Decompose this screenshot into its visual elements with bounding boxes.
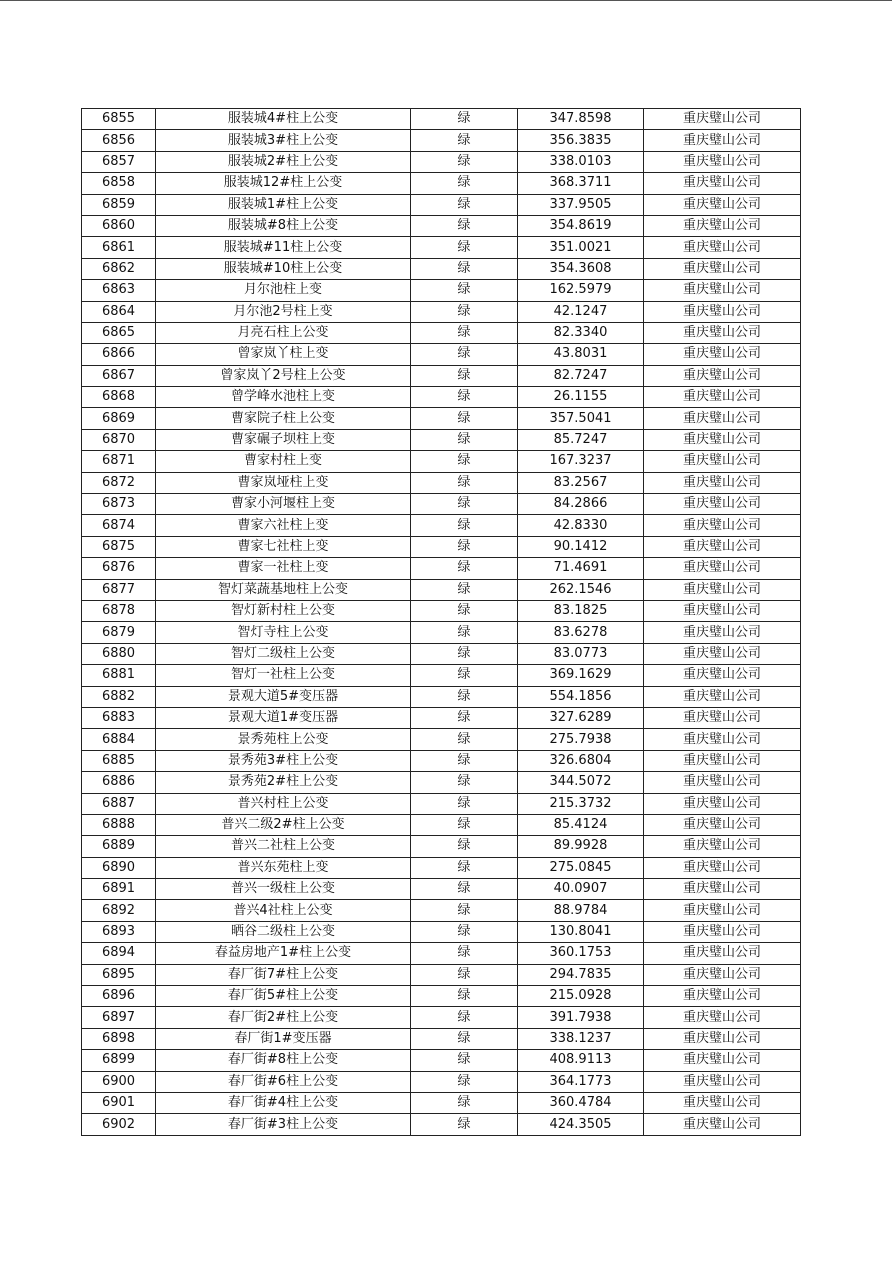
company-cell: 重庆璧山公司 <box>644 173 801 194</box>
status-color-cell: 绿 <box>411 1007 518 1028</box>
status-color-cell: 绿 <box>411 622 518 643</box>
row-id-cell: 6861 <box>82 237 156 258</box>
company-cell: 重庆璧山公司 <box>644 622 801 643</box>
table-row <box>82 1114 801 1135</box>
row-id-cell: 6881 <box>82 665 156 686</box>
table-row <box>82 408 801 429</box>
row-id-cell: 6901 <box>82 1092 156 1113</box>
value-cell: 424.3505 <box>518 1114 644 1135</box>
status-color-cell: 绿 <box>411 921 518 942</box>
transformer-name-cell: 景秀苑柱上公变 <box>156 729 411 750</box>
transformer-name-cell: 普兴东苑柱上变 <box>156 857 411 878</box>
status-color-cell: 绿 <box>411 772 518 793</box>
company-cell: 重庆璧山公司 <box>644 215 801 236</box>
status-color-cell: 绿 <box>411 429 518 450</box>
table-row <box>82 215 801 236</box>
company-cell: 重庆璧山公司 <box>644 536 801 557</box>
status-color-cell: 绿 <box>411 301 518 322</box>
transformer-name-cell: 晒谷二级柱上公变 <box>156 921 411 942</box>
value-cell: 347.8598 <box>518 109 644 130</box>
status-color-cell: 绿 <box>411 109 518 130</box>
transformer-name-cell: 服装城3#柱上公变 <box>156 130 411 151</box>
value-cell: 42.1247 <box>518 301 644 322</box>
table-row <box>82 600 801 621</box>
row-id-cell: 6859 <box>82 194 156 215</box>
row-id-cell: 6869 <box>82 408 156 429</box>
value-cell: 167.3237 <box>518 451 644 472</box>
transformer-name-cell: 智灯新村柱上公变 <box>156 600 411 621</box>
transformer-name-cell: 春厂街1#变压器 <box>156 1028 411 1049</box>
status-color-cell: 绿 <box>411 1050 518 1071</box>
value-cell: 82.3340 <box>518 322 644 343</box>
row-id-cell: 6902 <box>82 1114 156 1135</box>
status-color-cell: 绿 <box>411 1114 518 1135</box>
transformer-name-cell: 景秀苑3#柱上公变 <box>156 750 411 771</box>
table-row <box>82 173 801 194</box>
value-cell: 369.1629 <box>518 665 644 686</box>
status-color-cell: 绿 <box>411 793 518 814</box>
status-color-cell: 绿 <box>411 130 518 151</box>
company-cell: 重庆璧山公司 <box>644 451 801 472</box>
table-row <box>82 130 801 151</box>
table-row <box>82 707 801 728</box>
value-cell: 356.3835 <box>518 130 644 151</box>
table-row <box>82 151 801 172</box>
company-cell: 重庆璧山公司 <box>644 750 801 771</box>
value-cell: 83.1825 <box>518 600 644 621</box>
row-id-cell: 6889 <box>82 836 156 857</box>
company-cell: 重庆璧山公司 <box>644 857 801 878</box>
value-cell: 344.5072 <box>518 772 644 793</box>
value-cell: 71.4691 <box>518 558 644 579</box>
company-cell: 重庆璧山公司 <box>644 301 801 322</box>
value-cell: 275.7938 <box>518 729 644 750</box>
company-cell: 重庆璧山公司 <box>644 494 801 515</box>
company-cell: 重庆璧山公司 <box>644 1007 801 1028</box>
status-color-cell: 绿 <box>411 215 518 236</box>
transformer-name-cell: 普兴二社柱上公变 <box>156 836 411 857</box>
status-color-cell: 绿 <box>411 879 518 900</box>
transformer-name-cell: 服装城12#柱上公变 <box>156 173 411 194</box>
company-cell: 重庆璧山公司 <box>644 237 801 258</box>
transformer-name-cell: 智灯寺柱上公变 <box>156 622 411 643</box>
table-row <box>82 943 801 964</box>
company-cell: 重庆璧山公司 <box>644 643 801 664</box>
row-id-cell: 6886 <box>82 772 156 793</box>
transformer-name-cell: 服装城4#柱上公变 <box>156 109 411 130</box>
status-color-cell: 绿 <box>411 750 518 771</box>
transformer-name-cell: 景秀苑2#柱上公变 <box>156 772 411 793</box>
row-id-cell: 6894 <box>82 943 156 964</box>
value-cell: 83.2567 <box>518 472 644 493</box>
status-color-cell: 绿 <box>411 173 518 194</box>
table-row <box>82 579 801 600</box>
transformer-name-cell: 景观大道1#变压器 <box>156 707 411 728</box>
transformer-name-cell: 月尔池柱上变 <box>156 280 411 301</box>
company-cell: 重庆璧山公司 <box>644 579 801 600</box>
transformer-name-cell: 智灯一社柱上公变 <box>156 665 411 686</box>
status-color-cell: 绿 <box>411 365 518 386</box>
value-cell: 360.1753 <box>518 943 644 964</box>
row-id-cell: 6870 <box>82 429 156 450</box>
transformer-name-cell: 普兴4社柱上公变 <box>156 900 411 921</box>
row-id-cell: 6874 <box>82 515 156 536</box>
status-color-cell: 绿 <box>411 258 518 279</box>
status-color-cell: 绿 <box>411 579 518 600</box>
table-row <box>82 857 801 878</box>
company-cell: 重庆璧山公司 <box>644 986 801 1007</box>
row-id-cell: 6877 <box>82 579 156 600</box>
table-row <box>82 836 801 857</box>
company-cell: 重庆璧山公司 <box>644 1028 801 1049</box>
value-cell: 337.9505 <box>518 194 644 215</box>
transformer-name-cell: 春厂街#8柱上公变 <box>156 1050 411 1071</box>
company-cell: 重庆璧山公司 <box>644 194 801 215</box>
status-color-cell: 绿 <box>411 1092 518 1113</box>
row-id-cell: 6873 <box>82 494 156 515</box>
value-cell: 327.6289 <box>518 707 644 728</box>
row-id-cell: 6880 <box>82 643 156 664</box>
row-id-cell: 6856 <box>82 130 156 151</box>
status-color-cell: 绿 <box>411 151 518 172</box>
status-color-cell: 绿 <box>411 900 518 921</box>
table-row <box>82 515 801 536</box>
transformer-name-cell: 春厂街2#柱上公变 <box>156 1007 411 1028</box>
value-cell: 82.7247 <box>518 365 644 386</box>
status-color-cell: 绿 <box>411 643 518 664</box>
table-row <box>82 494 801 515</box>
table-row <box>82 729 801 750</box>
table-row <box>82 109 801 130</box>
value-cell: 357.5041 <box>518 408 644 429</box>
transformer-name-cell: 智灯菜蔬基地柱上公变 <box>156 579 411 600</box>
row-id-cell: 6883 <box>82 707 156 728</box>
status-color-cell: 绿 <box>411 237 518 258</box>
value-cell: 391.7938 <box>518 1007 644 1028</box>
row-id-cell: 6893 <box>82 921 156 942</box>
table-row <box>82 280 801 301</box>
transformer-name-cell: 春厂街#3柱上公变 <box>156 1114 411 1135</box>
transformer-name-cell: 曹家六社柱上变 <box>156 515 411 536</box>
row-id-cell: 6896 <box>82 986 156 1007</box>
table-row <box>82 1071 801 1092</box>
row-id-cell: 6866 <box>82 344 156 365</box>
table-row <box>82 258 801 279</box>
transformer-name-cell: 春厂街#6柱上公变 <box>156 1071 411 1092</box>
transformer-name-cell: 普兴村柱上公变 <box>156 793 411 814</box>
table-row <box>82 1007 801 1028</box>
transformer-name-cell: 春厂街7#柱上公变 <box>156 964 411 985</box>
company-cell: 重庆璧山公司 <box>644 365 801 386</box>
row-id-cell: 6887 <box>82 793 156 814</box>
table-row <box>82 964 801 985</box>
company-cell: 重庆璧山公司 <box>644 686 801 707</box>
table-row <box>82 301 801 322</box>
status-color-cell: 绿 <box>411 814 518 835</box>
transformer-name-cell: 服装城#11柱上公变 <box>156 237 411 258</box>
transformer-name-cell: 月亮石柱上公变 <box>156 322 411 343</box>
row-id-cell: 6899 <box>82 1050 156 1071</box>
status-color-cell: 绿 <box>411 686 518 707</box>
company-cell: 重庆璧山公司 <box>644 1114 801 1135</box>
row-id-cell: 6900 <box>82 1071 156 1092</box>
company-cell: 重庆璧山公司 <box>644 387 801 408</box>
value-cell: 26.1155 <box>518 387 644 408</box>
company-cell: 重庆璧山公司 <box>644 130 801 151</box>
table-row <box>82 879 801 900</box>
status-color-cell: 绿 <box>411 943 518 964</box>
company-cell: 重庆璧山公司 <box>644 344 801 365</box>
value-cell: 88.9784 <box>518 900 644 921</box>
status-color-cell: 绿 <box>411 387 518 408</box>
table-row <box>82 558 801 579</box>
transformer-name-cell: 曹家岚垭柱上变 <box>156 472 411 493</box>
row-id-cell: 6876 <box>82 558 156 579</box>
table-body <box>82 109 801 1136</box>
value-cell: 368.3711 <box>518 173 644 194</box>
company-cell: 重庆璧山公司 <box>644 1071 801 1092</box>
company-cell: 重庆璧山公司 <box>644 943 801 964</box>
transformer-name-cell: 普兴二级2#柱上公变 <box>156 814 411 835</box>
value-cell: 43.8031 <box>518 344 644 365</box>
row-id-cell: 6891 <box>82 879 156 900</box>
transformer-name-cell: 曹家碾子坝柱上变 <box>156 429 411 450</box>
company-cell: 重庆璧山公司 <box>644 322 801 343</box>
company-cell: 重庆璧山公司 <box>644 793 801 814</box>
transformer-name-cell: 曾学峰水池柱上变 <box>156 387 411 408</box>
row-id-cell: 6860 <box>82 215 156 236</box>
table-row <box>82 814 801 835</box>
company-cell: 重庆璧山公司 <box>644 258 801 279</box>
row-id-cell: 6895 <box>82 964 156 985</box>
row-id-cell: 6871 <box>82 451 156 472</box>
value-cell: 364.1773 <box>518 1071 644 1092</box>
row-id-cell: 6878 <box>82 600 156 621</box>
row-id-cell: 6879 <box>82 622 156 643</box>
transformer-name-cell: 春厂街5#柱上公变 <box>156 986 411 1007</box>
transformer-table <box>81 108 801 1136</box>
company-cell: 重庆璧山公司 <box>644 558 801 579</box>
value-cell: 275.0845 <box>518 857 644 878</box>
transformer-name-cell: 曹家小河堰柱上变 <box>156 494 411 515</box>
transformer-name-cell: 服装城#10柱上公变 <box>156 258 411 279</box>
company-cell: 重庆璧山公司 <box>644 472 801 493</box>
company-cell: 重庆璧山公司 <box>644 408 801 429</box>
row-id-cell: 6865 <box>82 322 156 343</box>
row-id-cell: 6897 <box>82 1007 156 1028</box>
status-color-cell: 绿 <box>411 322 518 343</box>
transformer-name-cell: 曾家岚丫柱上变 <box>156 344 411 365</box>
value-cell: 42.8330 <box>518 515 644 536</box>
transformer-name-cell: 曹家七社柱上变 <box>156 536 411 557</box>
table-row <box>82 322 801 343</box>
table-row <box>82 472 801 493</box>
status-color-cell: 绿 <box>411 494 518 515</box>
company-cell: 重庆璧山公司 <box>644 964 801 985</box>
table-row <box>82 686 801 707</box>
company-cell: 重庆璧山公司 <box>644 280 801 301</box>
transformer-name-cell: 普兴一级柱上公变 <box>156 879 411 900</box>
value-cell: 262.1546 <box>518 579 644 600</box>
table-row <box>82 1092 801 1113</box>
table-row <box>82 237 801 258</box>
row-id-cell: 6858 <box>82 173 156 194</box>
transformer-name-cell: 服装城2#柱上公变 <box>156 151 411 172</box>
value-cell: 90.1412 <box>518 536 644 557</box>
company-cell: 重庆璧山公司 <box>644 1092 801 1113</box>
status-color-cell: 绿 <box>411 344 518 365</box>
row-id-cell: 6872 <box>82 472 156 493</box>
status-color-cell: 绿 <box>411 515 518 536</box>
status-color-cell: 绿 <box>411 707 518 728</box>
table-row <box>82 986 801 1007</box>
row-id-cell: 6863 <box>82 280 156 301</box>
status-color-cell: 绿 <box>411 536 518 557</box>
transformer-name-cell: 春益房地产1#柱上公变 <box>156 943 411 964</box>
value-cell: 84.2866 <box>518 494 644 515</box>
company-cell: 重庆璧山公司 <box>644 814 801 835</box>
table-row <box>82 536 801 557</box>
top-border-line <box>0 0 892 1</box>
status-color-cell: 绿 <box>411 857 518 878</box>
transformer-name-cell: 服装城#8柱上公变 <box>156 215 411 236</box>
value-cell: 338.1237 <box>518 1028 644 1049</box>
transformer-name-cell: 曹家一社柱上变 <box>156 558 411 579</box>
table-row <box>82 387 801 408</box>
company-cell: 重庆璧山公司 <box>644 1050 801 1071</box>
transformer-name-cell: 月尔池2号柱上变 <box>156 301 411 322</box>
company-cell: 重庆璧山公司 <box>644 515 801 536</box>
value-cell: 326.6804 <box>518 750 644 771</box>
table-row <box>82 900 801 921</box>
row-id-cell: 6898 <box>82 1028 156 1049</box>
status-color-cell: 绿 <box>411 986 518 1007</box>
company-cell: 重庆璧山公司 <box>644 729 801 750</box>
company-cell: 重庆璧山公司 <box>644 836 801 857</box>
company-cell: 重庆璧山公司 <box>644 151 801 172</box>
value-cell: 408.9113 <box>518 1050 644 1071</box>
company-cell: 重庆璧山公司 <box>644 600 801 621</box>
transformer-name-cell: 曾家岚丫2号柱上公变 <box>156 365 411 386</box>
row-id-cell: 6857 <box>82 151 156 172</box>
value-cell: 215.0928 <box>518 986 644 1007</box>
value-cell: 130.8041 <box>518 921 644 942</box>
row-id-cell: 6888 <box>82 814 156 835</box>
value-cell: 40.0907 <box>518 879 644 900</box>
table-row <box>82 793 801 814</box>
transformer-name-cell: 曹家村柱上变 <box>156 451 411 472</box>
company-cell: 重庆璧山公司 <box>644 900 801 921</box>
status-color-cell: 绿 <box>411 1071 518 1092</box>
status-color-cell: 绿 <box>411 558 518 579</box>
table-row <box>82 1028 801 1049</box>
transformer-name-cell: 服装城1#柱上公变 <box>156 194 411 215</box>
company-cell: 重庆璧山公司 <box>644 879 801 900</box>
value-cell: 83.0773 <box>518 643 644 664</box>
row-id-cell: 6885 <box>82 750 156 771</box>
status-color-cell: 绿 <box>411 408 518 429</box>
row-id-cell: 6875 <box>82 536 156 557</box>
value-cell: 215.3732 <box>518 793 644 814</box>
table-row <box>82 365 801 386</box>
value-cell: 162.5979 <box>518 280 644 301</box>
company-cell: 重庆璧山公司 <box>644 665 801 686</box>
transformer-name-cell: 曹家院子柱上公变 <box>156 408 411 429</box>
transformer-name-cell: 智灯二级柱上公变 <box>156 643 411 664</box>
row-id-cell: 6884 <box>82 729 156 750</box>
table-row <box>82 622 801 643</box>
value-cell: 554.1856 <box>518 686 644 707</box>
table-row <box>82 643 801 664</box>
status-color-cell: 绿 <box>411 600 518 621</box>
status-color-cell: 绿 <box>411 451 518 472</box>
value-cell: 294.7835 <box>518 964 644 985</box>
company-cell: 重庆璧山公司 <box>644 429 801 450</box>
table-row <box>82 429 801 450</box>
table-row <box>82 750 801 771</box>
row-id-cell: 6855 <box>82 109 156 130</box>
row-id-cell: 6882 <box>82 686 156 707</box>
row-id-cell: 6862 <box>82 258 156 279</box>
company-cell: 重庆璧山公司 <box>644 921 801 942</box>
table-row <box>82 772 801 793</box>
table-row <box>82 921 801 942</box>
value-cell: 354.8619 <box>518 215 644 236</box>
value-cell: 89.9928 <box>518 836 644 857</box>
row-id-cell: 6867 <box>82 365 156 386</box>
row-id-cell: 6868 <box>82 387 156 408</box>
status-color-cell: 绿 <box>411 665 518 686</box>
table-row <box>82 665 801 686</box>
table-row <box>82 451 801 472</box>
table-row <box>82 344 801 365</box>
status-color-cell: 绿 <box>411 194 518 215</box>
table-row <box>82 1050 801 1071</box>
company-cell: 重庆璧山公司 <box>644 772 801 793</box>
status-color-cell: 绿 <box>411 964 518 985</box>
value-cell: 351.0021 <box>518 237 644 258</box>
value-cell: 354.3608 <box>518 258 644 279</box>
transformer-name-cell: 景观大道5#变压器 <box>156 686 411 707</box>
company-cell: 重庆璧山公司 <box>644 707 801 728</box>
value-cell: 338.0103 <box>518 151 644 172</box>
table-row <box>82 194 801 215</box>
row-id-cell: 6892 <box>82 900 156 921</box>
row-id-cell: 6890 <box>82 857 156 878</box>
status-color-cell: 绿 <box>411 472 518 493</box>
value-cell: 360.4784 <box>518 1092 644 1113</box>
status-color-cell: 绿 <box>411 1028 518 1049</box>
status-color-cell: 绿 <box>411 836 518 857</box>
transformer-name-cell: 春厂街#4柱上公变 <box>156 1092 411 1113</box>
status-color-cell: 绿 <box>411 280 518 301</box>
row-id-cell: 6864 <box>82 301 156 322</box>
value-cell: 85.7247 <box>518 429 644 450</box>
company-cell: 重庆璧山公司 <box>644 109 801 130</box>
status-color-cell: 绿 <box>411 729 518 750</box>
value-cell: 83.6278 <box>518 622 644 643</box>
value-cell: 85.4124 <box>518 814 644 835</box>
